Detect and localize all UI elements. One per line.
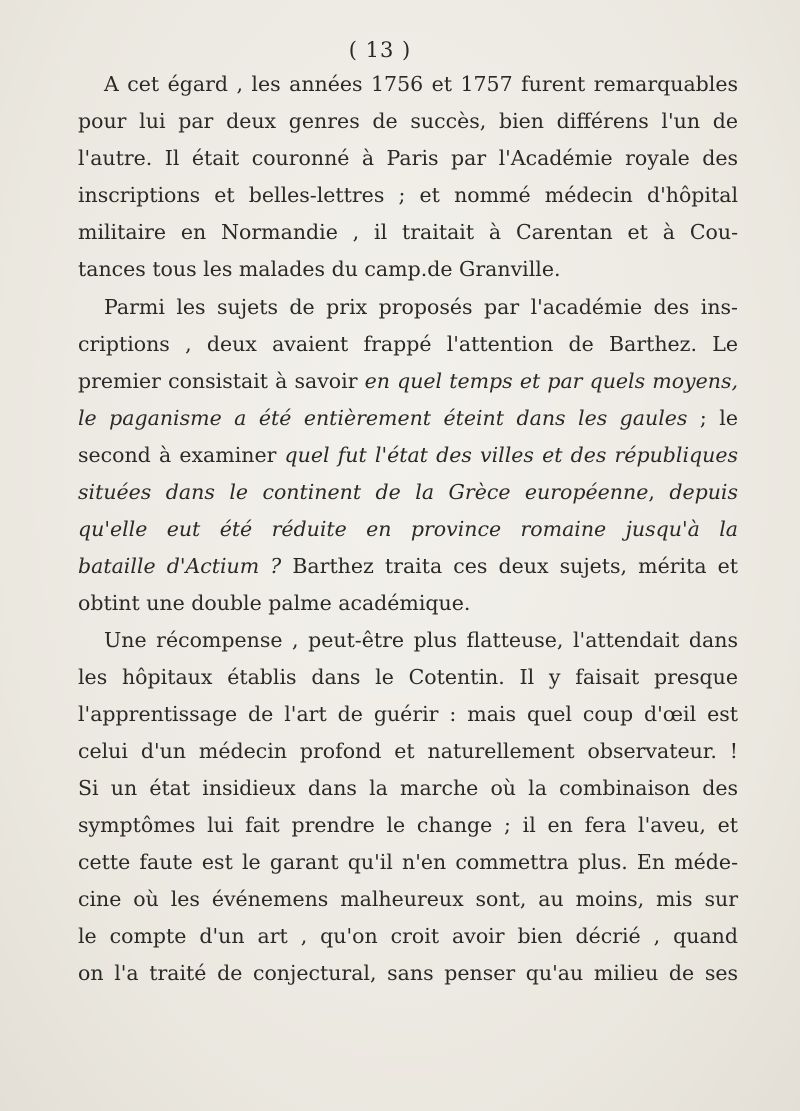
text-line: second à examiner quel fut l'état des villes et des républiques (78, 443, 738, 467)
text-line: Une récompense , peut-être plus flatteuse, l'attendait dans (104, 628, 738, 652)
italic-phrase: bataille d'Actium ? (78, 554, 282, 578)
text-line: tances tous les malades du camp.de Granville. (78, 257, 561, 281)
italic-phrase: situées dans le continent de la Grèce européenne (78, 480, 649, 504)
text-line: A cet égard , les années 1756 et 1757 furent remarquables (104, 72, 738, 96)
paragraph-1 (78, 66, 738, 288)
text-line: l'apprentissage de l'art de guérir : mais quel coup d'œil est (78, 702, 738, 726)
text-line: le paganisme a été entièrement éteint dans les gaules ; le (78, 406, 738, 430)
text-line: criptions , deux avaient frappé l'attention de Barthez. Le (78, 332, 738, 356)
text-line: situées dans le continent de la Grèce européenne, depuis (78, 480, 738, 504)
text-line: Si un état insidieux dans la marche où la combinaison des (78, 776, 738, 800)
paragraph-2 (78, 289, 738, 622)
italic-phrase: quel fut l'état des villes et des républiques (284, 443, 738, 467)
text-line: symptômes lui fait prendre le change ; il en fera l'aveu, et (78, 813, 738, 837)
text-line: les hôpitaux établis dans le Cotentin. Il y faisait presque (78, 665, 738, 689)
italic-phrase: le paganisme a été entièrement éteint dans les gaules (78, 406, 688, 430)
page-number: ( 13 ) (348, 38, 412, 62)
italic-phrase: en quel temps et par quels moyens, (364, 369, 738, 393)
text-line: militaire en Normandie , il traitait à Carentan et à Cou- (78, 220, 738, 244)
italic-phrase: depuis (669, 480, 738, 504)
text-line: qu'elle eut été réduite en province romaine jusqu'à la (78, 517, 738, 541)
text-line: premier consistait à savoir en quel temps et par quels moyens, (78, 369, 738, 393)
text-line: le compte d'un art , qu'on croit avoir bien décrié , quand (78, 924, 738, 948)
paragraph-3 (78, 622, 738, 992)
text-line: inscriptions et belles-lettres ; et nommé médecin d'hôpital (78, 183, 738, 207)
text-line: obtint une double palme académique. (78, 591, 471, 615)
text-line: cine où les événemens malheureux sont, au moins, mis sur (78, 887, 738, 911)
text-line: on l'a traité de conjectural, sans penser qu'au milieu de ses (78, 961, 738, 985)
text-line: l'autre. Il était couronné à Paris par l'Académie royale des (78, 146, 738, 170)
text-line: Parmi les sujets de prix proposés par l'académie des ins- (104, 295, 738, 319)
text-line: bataille d'Actium ? Barthez traita ces deux sujets, mérita et (78, 554, 739, 578)
text-line: pour lui par deux genres de succès, bien différens l'un de (78, 109, 738, 133)
text-line: cette faute est le garant qu'il n'en commettra plus. En méde- (78, 850, 738, 874)
text-line: celui d'un médecin profond et naturellement observateur. ! (78, 739, 738, 763)
